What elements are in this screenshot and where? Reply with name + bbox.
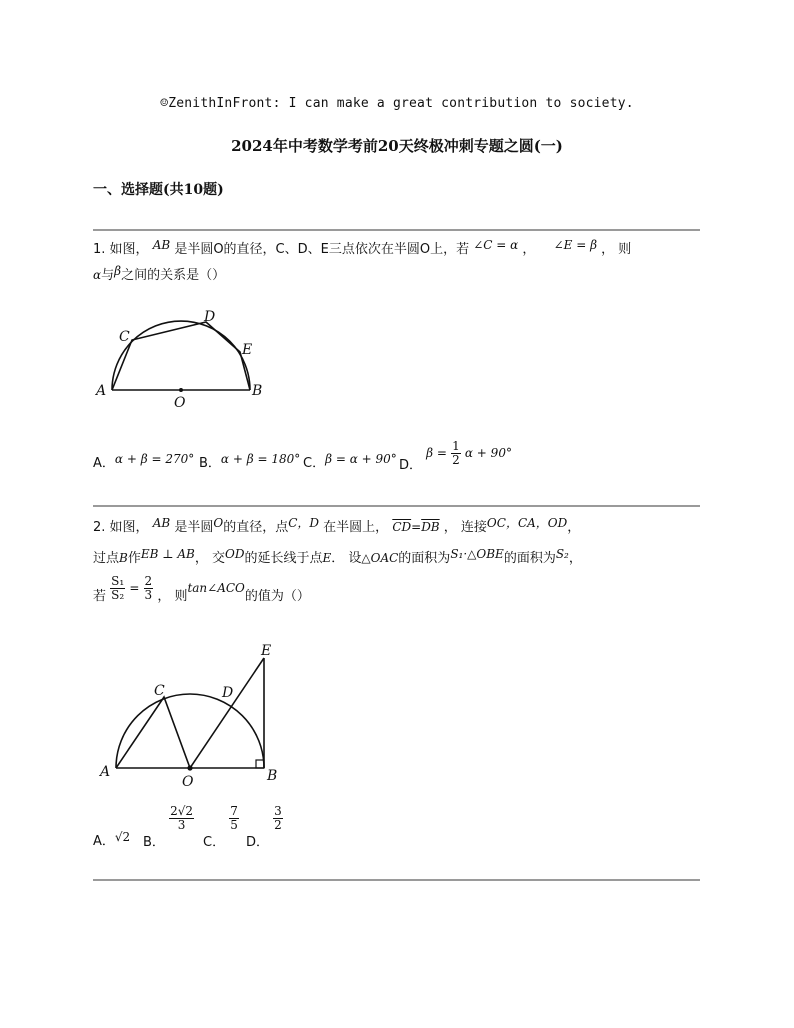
q2-line-2: 过点B作EB ⊥ AB， 交OD的延长线于点E． 设△OAC的面积为S₁·△OBE的面积为S₂， [93,547,582,566]
q2-semicircle [116,694,264,768]
q2-label-C: C [154,683,165,699]
q2-segments-ACO [116,697,190,768]
q2-label-B: B [267,768,278,784]
q2-figure [90,630,290,795]
q2-option-b[interactable]: B． $\frac{2√2}{3}$ [143,804,193,850]
q2-line-3: 若 $\frac{\text{S₁}}{\text{S₂}}$ = $\frac{2}{3}$ ， 则tan∠ACO的值为（） [93,574,310,604]
q1-label-C: C [119,329,130,345]
q2-center-dot [187,765,192,770]
q1-polyline [112,322,253,390]
q2-option-d[interactable]: D． $\frac{3}{2}$ [246,804,282,850]
q1-option-b[interactable]: B．α + β = 180° [199,452,301,471]
q1-label-B: B [252,383,263,399]
q1-label-D: D [204,309,216,325]
q2-option-c[interactable]: C． $\frac{7}{5}$ [203,804,238,850]
q1-center-dot [179,388,183,392]
q1-line-1: 1. 如图， AB 是半圆O的直径，C、D、E三点依次在半圆O上，若 ∠C = α ， ∠E = β ， 则 [93,238,632,257]
q1-semicircle [112,321,253,390]
q2-label-O: O [182,774,194,790]
q2-label-D: D [222,685,234,701]
q1-option-d[interactable]: D． β = $\frac{1}{2}$ α + 90° [399,439,512,473]
q1-label-A: A [96,383,107,399]
page-title: 2024年中考数学考前20天终极冲刺专题之圆(一) [231,137,563,155]
divider-mid [93,505,700,507]
q2-segment-OE [190,658,264,768]
q2-number: 2. [93,520,106,535]
watermark-line: ☺ZenithInFront: I can make a great contribution to society. [160,96,634,111]
q1-line-2: α与β之间的关系是（） [93,264,226,283]
q1-number: 1. [93,242,106,257]
divider-top [93,229,700,231]
divider-bottom [93,879,700,881]
q2-option-a[interactable]: A．√2 [93,830,131,849]
q2-right-angle-mark [256,760,264,768]
section-heading: 一、选择题(共10题) [93,182,224,198]
q1-option-c[interactable]: C．β = α + 90° [303,452,397,471]
q1-label-E: E [242,342,253,358]
q1-option-a[interactable]: A．α + β = 270° [93,452,195,471]
q2-label-E: E [261,643,272,659]
q2-line-1: 2. 如图， AB 是半圆O的直径，点C，D 在半圆上， $\overline{CD}=\overline{DB}$ ， 连接OC，CA，OD， [93,516,581,535]
q2-label-A: A [100,764,111,780]
q1-figure [90,300,280,415]
q1-label-O: O [174,395,186,411]
